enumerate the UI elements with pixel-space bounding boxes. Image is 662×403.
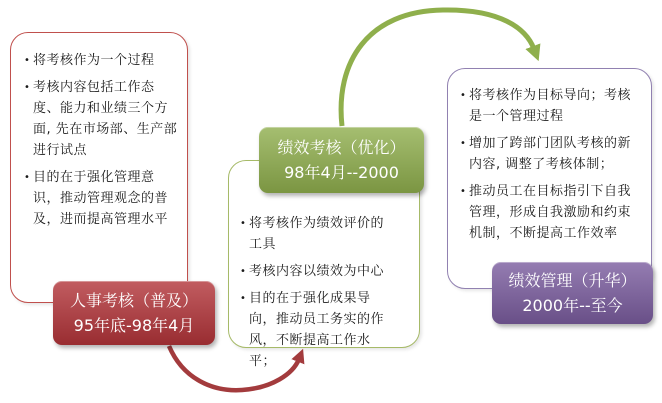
bullet-icon: • bbox=[240, 218, 247, 229]
stage2-node bbox=[259, 127, 424, 193]
list-item bbox=[240, 261, 385, 282]
stage3-title: 绩效管理（升华） bbox=[508, 271, 637, 290]
list-item-text: 考核内容以绩效为中心 bbox=[249, 264, 385, 279]
list-item bbox=[240, 288, 385, 372]
bullet-icon: • bbox=[240, 266, 247, 277]
list-item bbox=[460, 181, 643, 244]
list-item bbox=[24, 167, 179, 230]
stage1-dates: 95年底-98年4月 bbox=[73, 316, 195, 335]
stage1-title: 人事考核（普及） bbox=[69, 291, 198, 310]
bullet-icon: • bbox=[24, 172, 31, 183]
stage1-detail-panel bbox=[10, 32, 188, 303]
bullet-icon: • bbox=[240, 293, 247, 304]
list-item-text: 将考核作为目标导向；考核是一个管理过程 bbox=[469, 88, 632, 124]
list-item-text: 目的在于强化管理意识，推动管理观念的普及，进而提高管理水平 bbox=[33, 170, 169, 227]
bullet-icon: • bbox=[24, 82, 31, 93]
list-item bbox=[24, 77, 179, 161]
list-item bbox=[240, 213, 385, 255]
bullet-icon: • bbox=[460, 186, 467, 197]
stage3-detail-panel bbox=[447, 68, 652, 289]
list-item-text: 考核内容包括工作态度、能力和业绩三个方面, 先在市场部、生产部进行试点 bbox=[33, 80, 178, 158]
list-item bbox=[24, 50, 179, 71]
stage1-node bbox=[53, 281, 215, 345]
bullet-icon: • bbox=[460, 90, 467, 101]
bullet-icon: • bbox=[24, 55, 31, 66]
list-item bbox=[460, 85, 643, 127]
list-item-text: 推动员工在目标指引下自我管理，形成自我激励和约束机制，不断提高工作效率 bbox=[469, 184, 632, 241]
list-item-text: 增加了跨部门团队考核的新内容, 调整了考核体制； bbox=[469, 136, 632, 172]
stage3-dates: 2000年--至今 bbox=[522, 296, 623, 315]
bullet-icon: • bbox=[460, 138, 467, 149]
stage2-title: 绩效考核（优化） bbox=[277, 138, 406, 157]
stage3-node bbox=[492, 262, 653, 324]
list-item-text: 将考核作为绩效评价的工具 bbox=[249, 216, 385, 252]
list-item-text: 目的在于强化成果导向，推动员工务实的作风，不断提高工作水平； bbox=[249, 291, 385, 369]
stage2-dates: 98年4月--2000 bbox=[284, 163, 399, 182]
list-item-text: 将考核作为一个过程 bbox=[33, 53, 155, 68]
list-item bbox=[460, 133, 643, 175]
